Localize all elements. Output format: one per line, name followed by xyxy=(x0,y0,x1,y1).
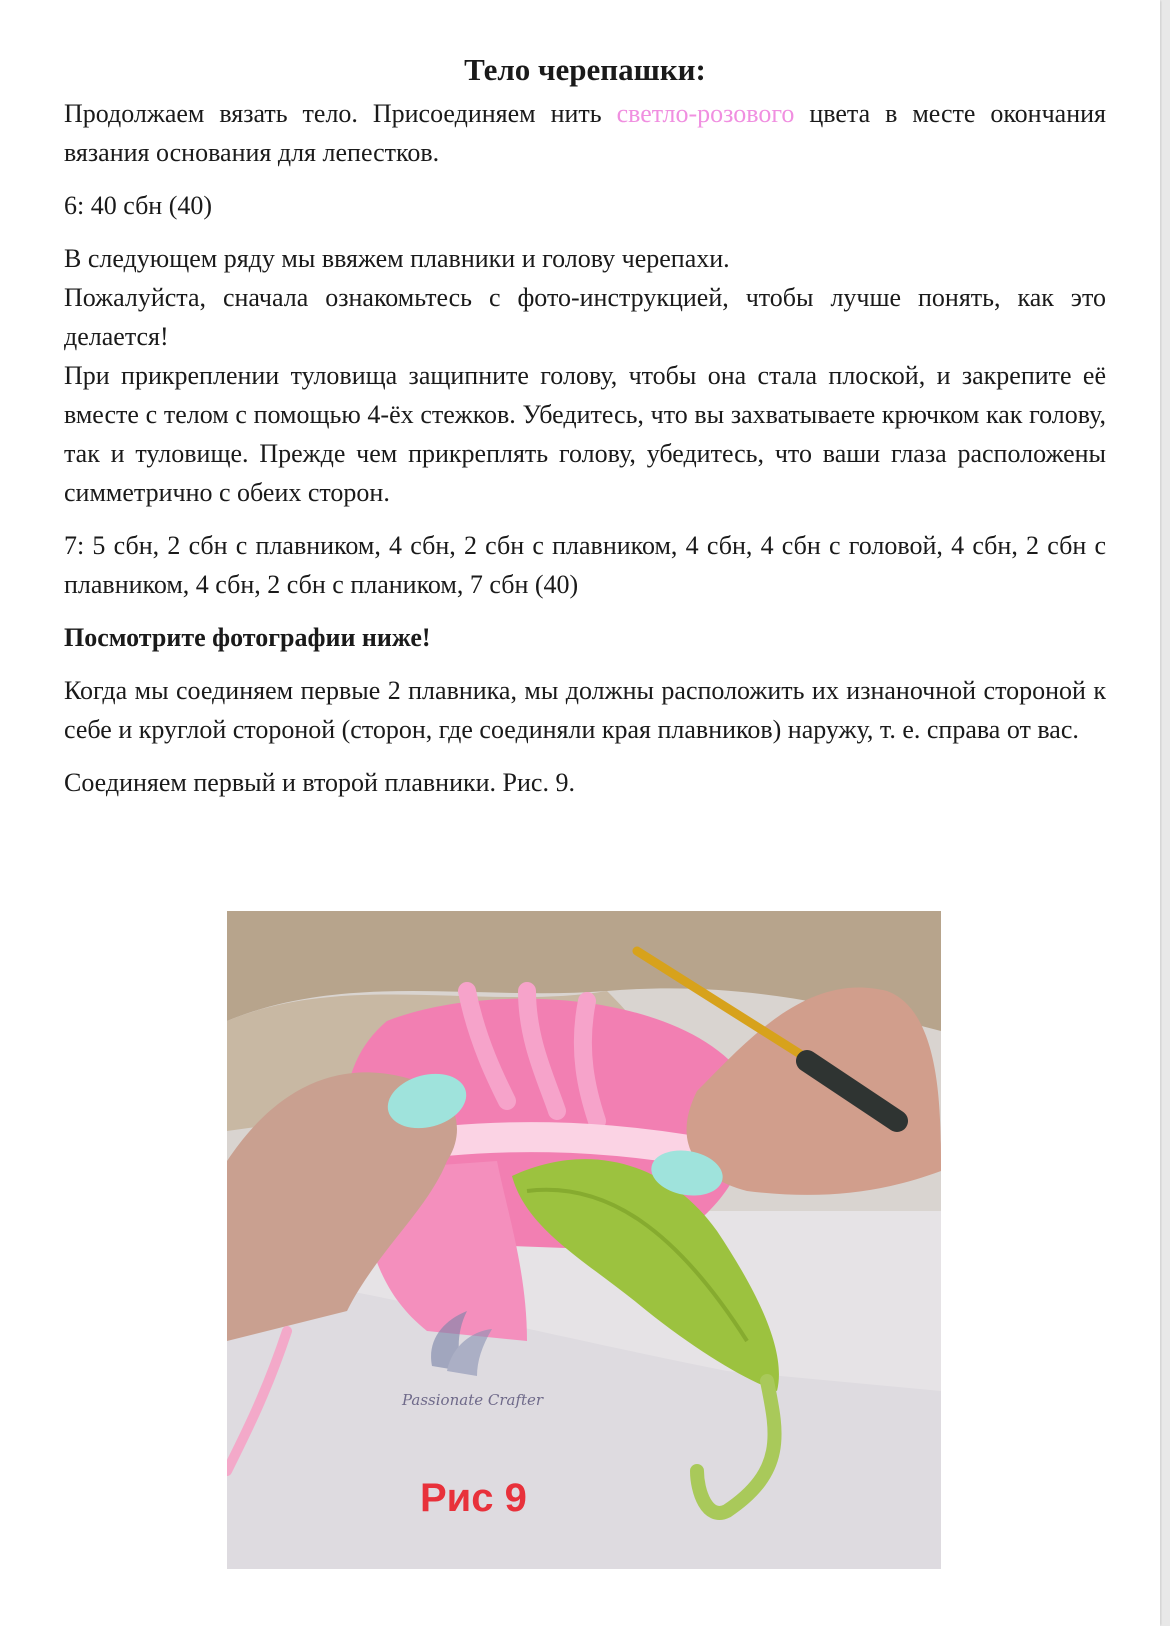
row-7-instruction: 7: 5 сбн, 2 сбн с плавником, 4 сбн, 2 сбн с плавником, 4 сбн, 4 сбн с головой, 4 сбн, 2 сбн с плавником, 4 сбн, 2 сбн с плаником, 7 сбн (40) xyxy=(64,531,1106,599)
section-title: Тело черепашки: xyxy=(464,52,706,87)
figure-9-photo xyxy=(227,911,941,1569)
scrollbar[interactable] xyxy=(1162,0,1170,1626)
paragraph-intro xyxy=(64,94,1106,172)
paragraph-figure-ref: Соединяем первый и второй плавники. Рис. 9. xyxy=(64,768,575,797)
crochet-photo-illustration xyxy=(227,911,941,1569)
see-photos-heading: Посмотрите фотографии ниже! xyxy=(64,623,431,652)
figure-caption: Рис 9 xyxy=(420,1476,527,1520)
paragraph-photo-note: Пожалуйста, сначала ознакомьтесь с фото-инструкцией, чтобы лучше понять, как это делается! xyxy=(64,283,1106,351)
watermark-text: Passionate Crafter xyxy=(402,1391,544,1409)
row-6-instruction: 6: 40 сбн (40) xyxy=(64,191,213,220)
paragraph-intro-start: Продолжаем вязать тело. Присоединяем нить xyxy=(64,99,617,128)
color-highlight: светло-розового xyxy=(616,99,795,128)
paragraph-head-attach: При прикреплении туловища защипните голову, чтобы она стала плоской, и закрепите её вместе с телом с помощью 4-ёх стежков. Убедитесь, что вы захватываете крючком как голову, так и туловище. Прежде чем прикреплять голову, убедитесь, что ваши глаза расположены симметрично с обеих сторон. xyxy=(64,361,1106,507)
paragraph-join-fins: Когда мы соединяем первые 2 плавника, мы должны расположить их изнаночной стороной к себе и круглой стороной (сторон, где соединяли края плавников) наружу, т. е. справа от вас. xyxy=(64,676,1106,744)
document-content xyxy=(64,50,1106,802)
paragraph-next-row: В следующем ряду мы ввяжем плавники и голову черепахи. xyxy=(64,244,730,273)
paragraph-intro-end: цвета в месте окончания вязания основания для лепестков. xyxy=(64,99,1106,167)
